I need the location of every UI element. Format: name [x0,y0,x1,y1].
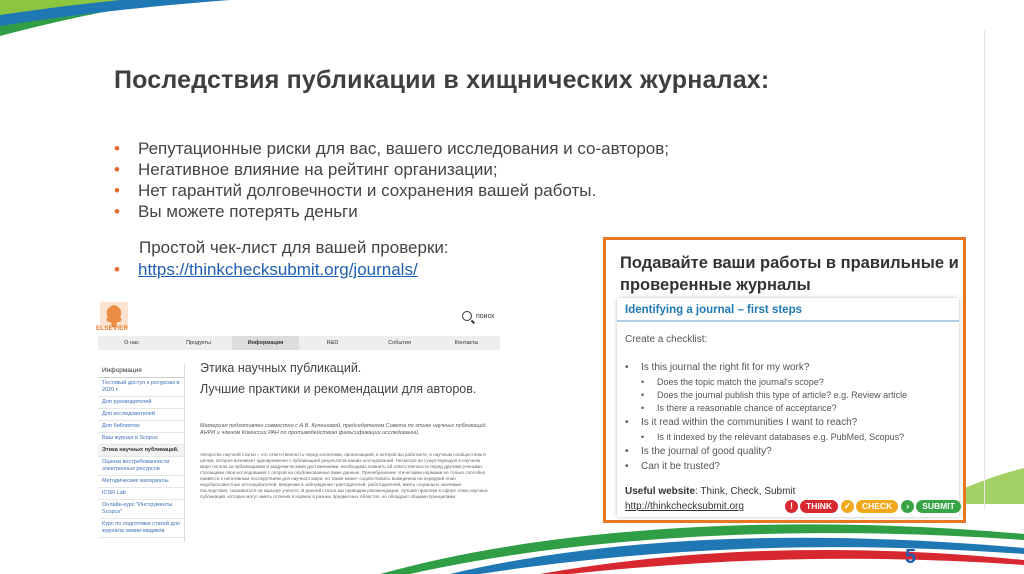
search-icon [462,311,472,321]
sidebar-item-current[interactable]: Этика научных публикаций. [98,445,184,457]
article-body: Авторство научной статьи – это ответственность перед коллегами, организацией, в которой вы работаете, и научным сообществом в целом, которое возникает одновременно с публикацией результатов ваших исследований. Несмотря на существующую в научном мире погоню за публикациями и академическими достижениями, необходимо помнить об ответственности перед другими учеными, строящими свои исследования с опорой на опубликованные вами данные. Пренебрежение этическими нормами не только способно привести к негативным последствиям для научного мира, но также может содействовать выведению на передний план недобросовестных исследователей, введению в заблуждение грантодателей, работодателей, иметь социально значимые последствия, сказываться на карьере ученого. В данной статье мы приводим рекомендации, лучшие практики в сфере этики научных публикаций, которые могут иметь отличия в нормах в разных предметных областях, но обладают общими принципами. [200,452,488,499]
checklist-panel [617,298,959,517]
sidebar-header: Информация [98,364,184,378]
checklist-item: • Is it read within the communities I want to reach? [625,417,858,428]
checklist-subitem: • Does the journal publish this type of article? e.g. Review article [641,390,908,400]
article-intro: Материал подготовлен совместно с А.В. Кулешовой, председателем Совета по этике научных публикаций АНРИ и членом Комиссии РАН по противодействию фальсификации исследований. [200,423,486,436]
bullet-item: • Вы можете потерять деньги [114,201,669,222]
sidebar-item[interactable]: Курс по подготовке статей для журнала химии-медиков [98,519,184,538]
page-number: 5 [905,546,917,568]
nav-item-contacts[interactable]: Контакты [454,340,479,346]
check-badge: CHECK [856,500,898,513]
think-badge: THINK [800,500,838,513]
box-heading: Подавайте ваши работы в правильные и проверенные журналы [620,254,959,294]
checklist-subitem: • Is it indexed by the relevant databases e.g. PubMed, Scopus? [641,432,905,442]
panel-divider [617,320,959,322]
consequences-list [114,138,669,222]
elsevier-website-screenshot [96,298,502,542]
sidebar-item[interactable]: Для исследователей [98,409,184,421]
sidebar-item[interactable]: ICSR Lab [98,488,184,500]
sidebar-item[interactable]: Тестовый доступ к ресурсам в 2020 г. [98,378,184,397]
search-label: поиск [476,312,495,320]
checklist-subitem: • Does the topic match the journal's scope? [641,377,824,387]
site-sidebar [98,364,185,542]
checklist-item: • Can it be trusted? [625,461,720,472]
useful-label: Useful website [625,486,696,497]
thinkchecksubmit-link[interactable]: https://thinkchecksubmit.org/journals/ [138,260,418,279]
site-navigation [98,336,500,350]
create-checklist-label: Create a checklist: [625,334,708,345]
sidebar-item[interactable]: Для руководителей [98,397,184,409]
checklist-item: • Is the journal of good quality? [625,446,772,457]
checklist-label: Простой чек-лист для вашей проверки: [139,238,449,257]
useful-website-line [625,486,795,497]
nav-item-products[interactable]: Продукты [186,340,211,346]
bullet-dot: • [114,260,120,279]
panel-title: Identifying a journal – first steps [625,304,803,316]
slide-right-border [984,30,985,510]
exclamation-icon: ! [785,500,798,513]
thinkchecksubmit-website-link[interactable]: http://thinkchecksubmit.org [625,501,744,512]
think-check-submit-logo [785,499,964,513]
nav-item-about[interactable]: О нас [124,340,139,346]
checkmark-icon: ✓ [841,500,854,513]
article-heading: Этика научных публикаций. [200,361,362,375]
bullet-item: • Негативное влияние на рейтинг организации; [114,159,669,180]
bullet-item: • Нет гарантий долговечности и сохранения вашей работы. [114,180,669,201]
useful-text: : Think, Check, Submit [695,486,796,497]
nav-item-events[interactable]: События [388,340,411,346]
slide-title: Последствия публикации в хищнических журналах: [114,66,770,94]
sidebar-item[interactable]: Методические материалы [98,476,184,488]
top-swoosh-decoration [0,0,260,40]
article-subheading: Лучшие практики и рекомендации для авторов. [200,382,477,396]
bullet-item: • Репутационные риски для вас, вашего исследования и со-авторов; [114,138,669,159]
nav-item-info[interactable]: Информация [232,336,299,350]
submit-badge: SUBMIT [916,500,961,513]
link-line [114,260,418,280]
checklist-subitem: • Is there a reasonable chance of acceptance? [641,403,837,413]
search-button[interactable] [462,311,494,321]
sidebar-item[interactable]: Ваш журнал в Scopus [98,433,184,445]
sidebar-item[interactable]: Оценка востребованности электронных ресурсов [98,457,184,476]
sidebar-item[interactable]: Для библиотек [98,421,184,433]
checklist-item: • Is this journal the right fit for my work? [625,362,810,373]
elsevier-logo-text: ELSEVIER [96,326,129,332]
chevron-right-icon: › [901,500,914,513]
journal-advice-box [603,237,966,523]
sidebar-item[interactable]: Онлайн-курс "Инструменты Scopus" [98,500,184,519]
nav-item-rnd[interactable]: R&D [326,340,339,346]
